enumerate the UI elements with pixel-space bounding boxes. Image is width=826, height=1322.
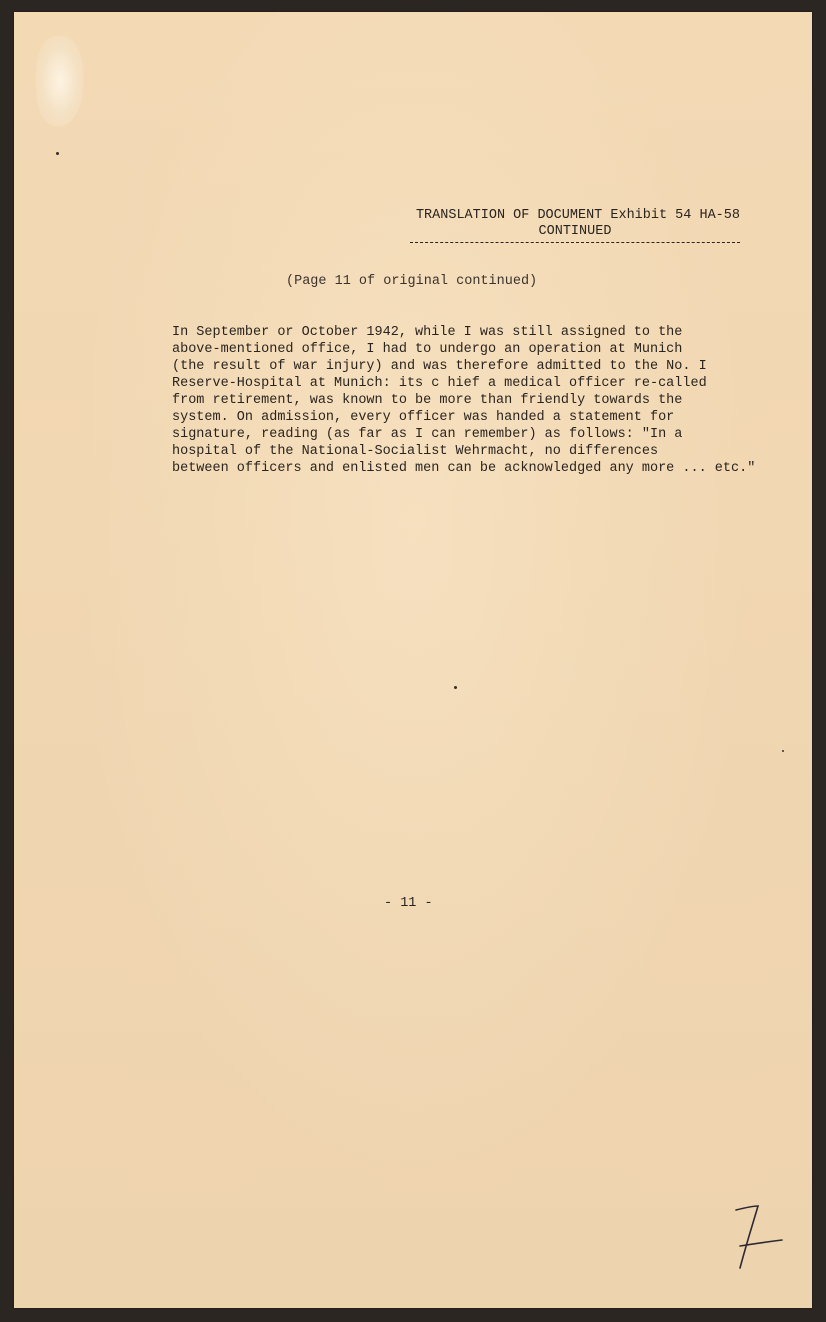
body-line: Reserve-Hospital at Munich: its c hief a medical officer re-called — [172, 376, 707, 391]
ink-speck — [454, 686, 457, 689]
document-header — [410, 208, 740, 243]
body-line: signature, reading (as far as I can remember) as follows: "In a — [172, 427, 683, 442]
paper-stain — [36, 36, 84, 126]
body-line: (the result of war injury) and was therefore admitted to the No. I — [172, 359, 707, 374]
body-line: hospital of the National-Socialist Wehrmacht, no differences — [172, 444, 659, 459]
body-line: system. On admission, every officer was handed a statement for — [172, 410, 675, 425]
body-line: In September or October 1942, while I was still assigned to the — [172, 325, 683, 340]
handwritten-mark — [726, 1202, 786, 1272]
header-title: TRANSLATION OF DOCUMENT Exhibit 54 HA-58 — [415, 208, 740, 223]
document-page — [14, 12, 812, 1308]
header-continued: CONTINUED — [410, 224, 740, 243]
page-number: - 11 - — [384, 896, 433, 911]
ink-speck — [56, 152, 59, 155]
page-note: (Page 11 of original continued) — [286, 274, 538, 289]
body-line: between officers and enlisted men can be acknowledged any more ... etc." — [172, 461, 756, 476]
body-line: above-mentioned office, I had to undergo an operation at Munich — [172, 342, 683, 357]
body-paragraph — [172, 324, 782, 477]
body-line: from retirement, was known to be more than friendly towards the — [172, 393, 683, 408]
ink-speck — [782, 750, 784, 752]
